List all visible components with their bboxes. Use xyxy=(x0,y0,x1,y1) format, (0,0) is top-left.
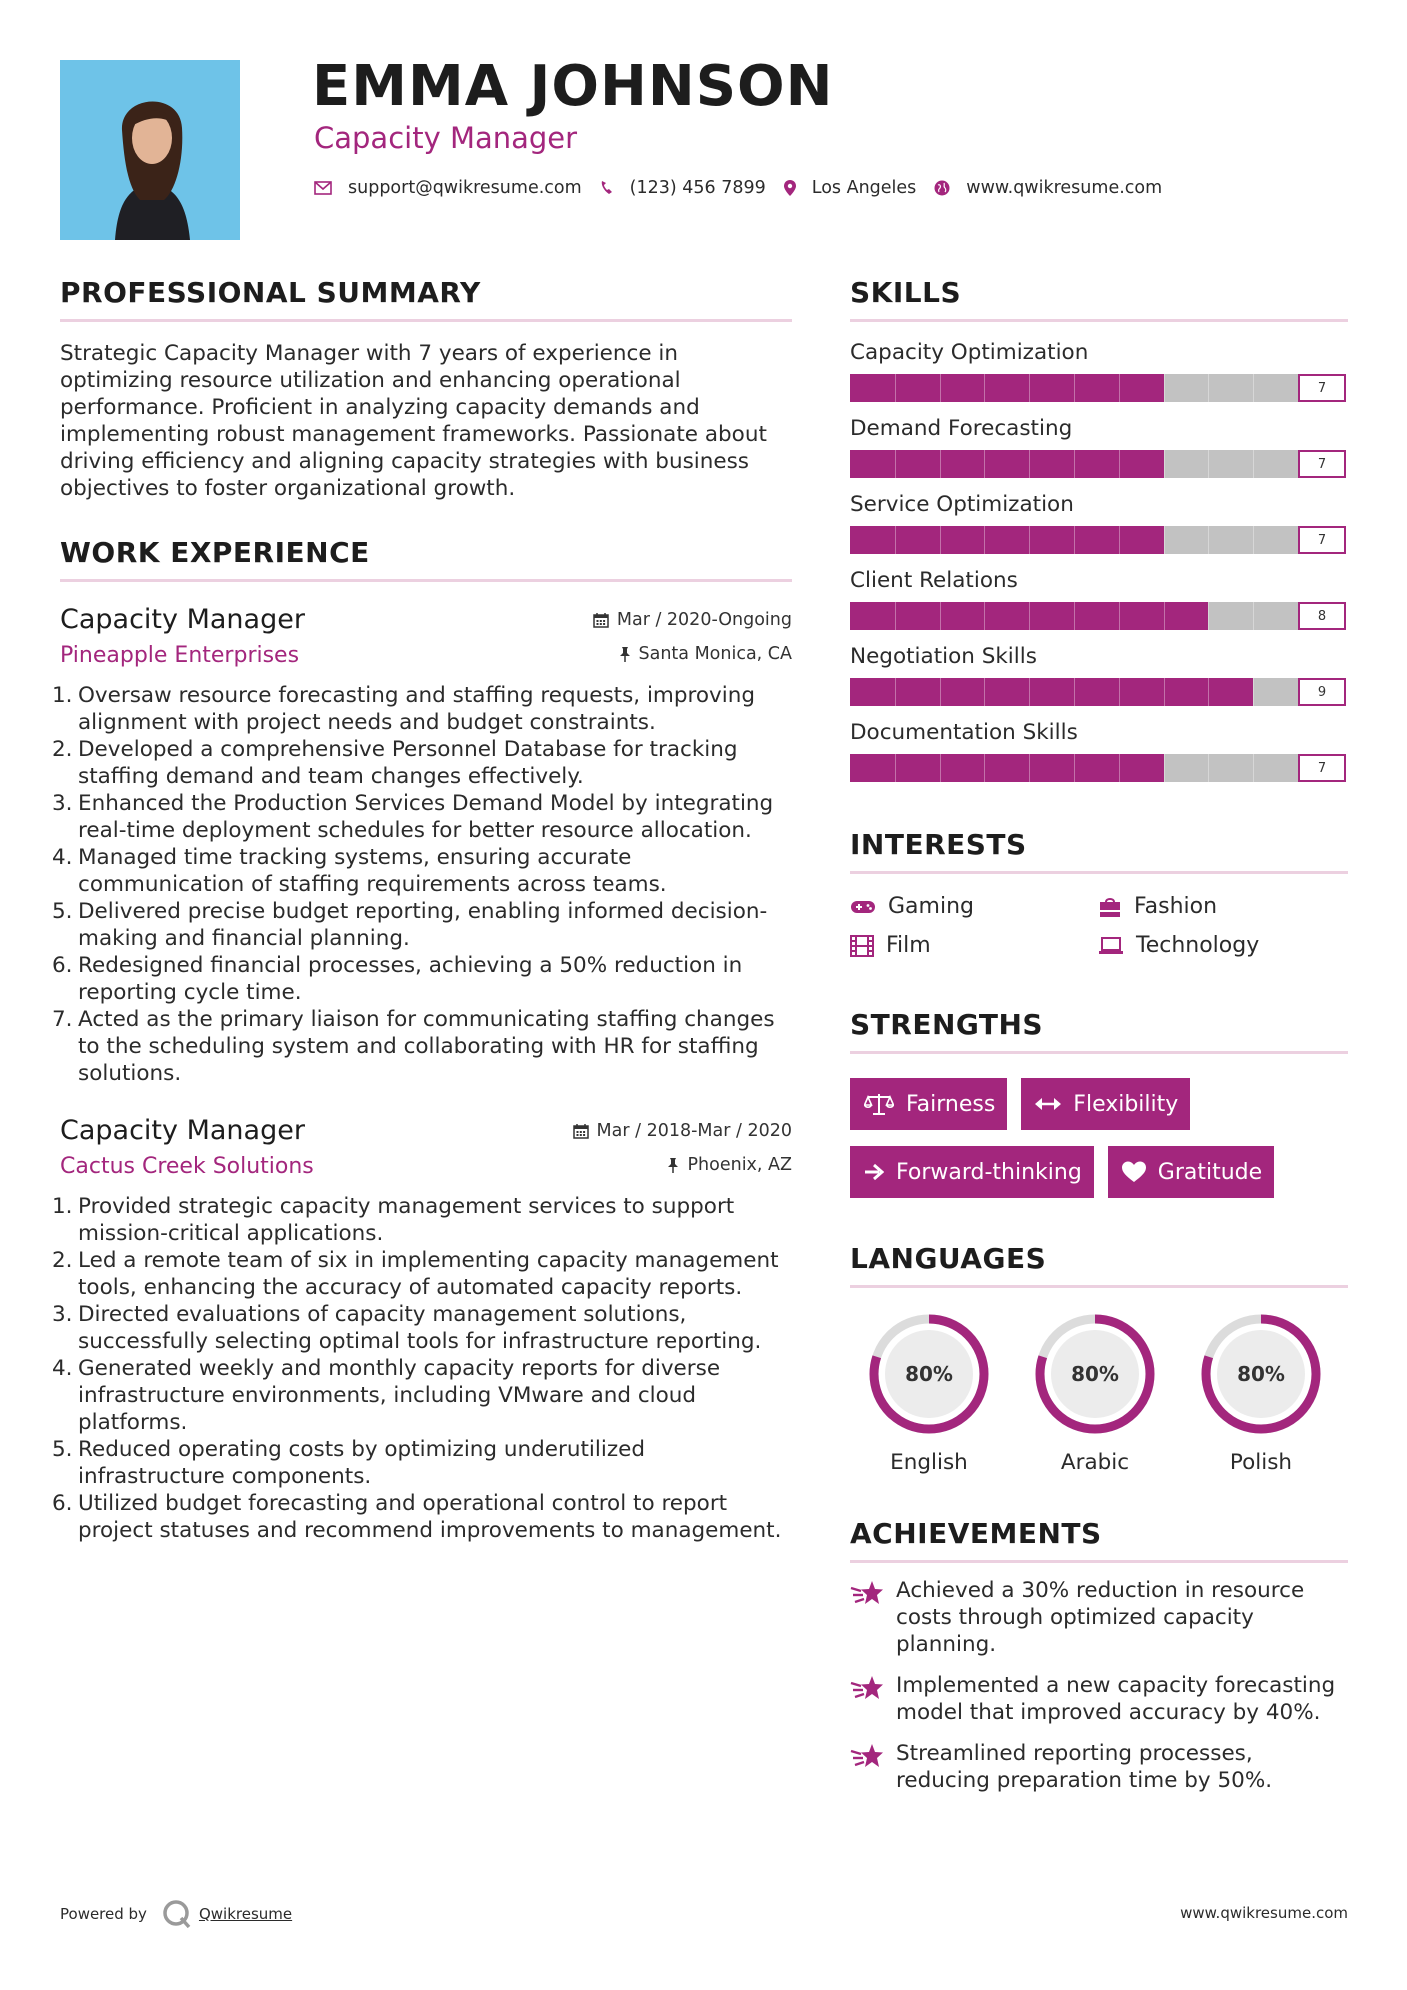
skill-bar-divider xyxy=(1074,678,1075,706)
skill-bar-divider xyxy=(940,526,941,554)
interest-item xyxy=(1098,933,1346,958)
skill-item xyxy=(850,720,1348,782)
skill-bar xyxy=(850,526,1298,554)
job-location xyxy=(667,1155,792,1175)
arrows-horizontal-icon xyxy=(1035,1097,1061,1111)
bullet-number: 6. xyxy=(52,1491,73,1516)
language-item xyxy=(1012,1312,1178,1475)
skill-bar-divider xyxy=(984,602,985,630)
skill-item xyxy=(850,644,1348,706)
candidate-title: Capacity Manager xyxy=(314,121,578,155)
skill-bar-divider xyxy=(895,678,896,706)
skill-meter xyxy=(850,754,1348,782)
skill-bar-divider xyxy=(1029,602,1030,630)
skill-name: Demand Forecasting xyxy=(850,416,1073,441)
contact-phone[interactable] xyxy=(600,178,766,198)
language-level: 80% xyxy=(1237,1362,1285,1386)
bullet-number: 1. xyxy=(52,683,73,708)
skill-bar-divider xyxy=(895,602,896,630)
bullet-text: Enhanced the Production Services Demand Model by integrating real-time deployment schedules for better resource allocation. xyxy=(78,791,774,843)
interest-list xyxy=(850,894,1348,958)
list-item xyxy=(52,952,792,1006)
contact-website[interactable] xyxy=(934,178,1162,198)
skill-bar-divider xyxy=(984,374,985,402)
summary-heading: PROFESSIONAL SUMMARY xyxy=(60,276,792,322)
envelope-icon xyxy=(314,181,332,195)
film-icon xyxy=(850,935,874,957)
candidate-name: EMMA JOHNSON xyxy=(312,54,834,119)
achievement-list xyxy=(850,1577,1348,1794)
skill-bar-divider xyxy=(1164,678,1165,706)
contact-email[interactable] xyxy=(314,178,582,198)
interest-label: Film xyxy=(886,933,931,958)
list-item xyxy=(52,898,792,952)
skill-bar-fill xyxy=(850,374,1164,402)
list-item xyxy=(52,1436,792,1490)
shooting-star-icon xyxy=(850,1742,884,1770)
skill-bar-divider xyxy=(1119,678,1120,706)
bullet-text: Oversaw resource forecasting and staffing requests, improving alignment with project needs and budget constraints. xyxy=(78,683,755,735)
skill-bar-divider xyxy=(1208,374,1209,402)
skill-bar-fill xyxy=(850,526,1164,554)
job-bullets xyxy=(52,682,792,1087)
bullet-text: Reduced operating costs by optimizing underutilized infrastructure components. xyxy=(78,1437,645,1489)
bullet-number: 6. xyxy=(52,953,73,978)
skill-bar-divider xyxy=(1164,526,1165,554)
strengths-heading: STRENGTHS xyxy=(850,1008,1348,1054)
skill-name: Service Optimization xyxy=(850,492,1074,517)
list-item xyxy=(52,1490,792,1544)
skill-item xyxy=(850,492,1348,554)
bullet-text: Provided strategic capacity management services to support mission-critical applications. xyxy=(78,1194,735,1246)
job-bullets xyxy=(52,1193,792,1544)
shooting-star-icon xyxy=(850,1579,884,1607)
skill-bar-divider xyxy=(1208,678,1209,706)
achievement-text: Streamlined reporting processes, reducing preparation time by 50%. xyxy=(896,1741,1273,1793)
skill-name: Client Relations xyxy=(850,568,1018,593)
bullet-text: Managed time tracking systems, ensuring accurate communication of staffing requirements across teams. xyxy=(78,845,667,897)
job-entry xyxy=(52,604,792,1087)
skill-score: 7 xyxy=(1298,754,1346,782)
contact-bar xyxy=(314,178,1180,198)
bullet-number: 5. xyxy=(52,899,73,924)
globe-icon xyxy=(934,180,950,196)
skill-name: Negotiation Skills xyxy=(850,644,1037,669)
language-level: 80% xyxy=(905,1362,953,1386)
job-date-text: Mar / 2018-Mar / 2020 xyxy=(596,1121,792,1141)
job-title: Capacity Manager xyxy=(60,604,305,635)
heart-icon xyxy=(1122,1161,1146,1183)
bullet-text: Generated weekly and monthly capacity reports for diverse infrastructure environments, including VMware and cloud platforms. xyxy=(78,1356,721,1435)
skill-bar-divider xyxy=(940,678,941,706)
list-item xyxy=(52,1193,792,1247)
footer-website[interactable]: www.qwikresume.com xyxy=(1180,1904,1348,1922)
skill-bar-divider xyxy=(1074,374,1075,402)
skill-bar-divider xyxy=(1253,754,1254,782)
job-location-text: Phoenix, AZ xyxy=(687,1155,792,1175)
email-text: support@qwikresume.com xyxy=(348,178,582,198)
skill-item xyxy=(850,568,1348,630)
skill-bar-divider xyxy=(1253,526,1254,554)
skill-bar-divider xyxy=(984,754,985,782)
summary-text: Strategic Capacity Manager with 7 years of experience in optimizing resource utilization and enhancing operational performance. Proficient in analyzing capacity demands and implementing robust management frameworks. Passionate about driving efficiency and aligning capacity strategies with business objectives to foster organizational growth. xyxy=(60,341,767,501)
gamepad-icon xyxy=(850,898,876,916)
bullet-text: Led a remote team of six in implementing capacity management tools, enhancing the accuracy of automated capacity reports. xyxy=(78,1248,779,1300)
phone-text: (123) 456 7899 xyxy=(629,178,766,198)
job-entry xyxy=(52,1115,792,1544)
skill-meter xyxy=(850,450,1348,478)
language-item xyxy=(1178,1312,1344,1475)
language-ring xyxy=(867,1312,991,1436)
interests-heading: INTERESTS xyxy=(850,828,1348,874)
skill-bar xyxy=(850,450,1298,478)
list-item xyxy=(52,1301,792,1355)
calendar-icon xyxy=(573,1123,589,1139)
skill-bar-divider xyxy=(1119,754,1120,782)
list-item xyxy=(52,1355,792,1436)
skill-item xyxy=(850,340,1348,402)
bullet-text: Directed evaluations of capacity management solutions, successfully selecting optimal tools for infrastructure reporting. xyxy=(78,1302,762,1354)
bullet-number: 2. xyxy=(52,737,73,762)
language-name: Arabic xyxy=(1060,1450,1130,1475)
contact-location xyxy=(784,178,917,198)
company-name: Cactus Creek Solutions xyxy=(60,1154,314,1179)
job-header xyxy=(60,604,792,635)
skill-bar-fill xyxy=(850,678,1253,706)
skill-bar-divider xyxy=(1253,678,1254,706)
achievement-text: Implemented a new capacity forecasting model that improved accuracy by 40%. xyxy=(896,1673,1336,1725)
language-list xyxy=(850,1312,1348,1475)
skill-bar-divider xyxy=(1208,450,1209,478)
skill-bar-divider xyxy=(1164,754,1165,782)
balance-scale-icon xyxy=(864,1093,894,1115)
skill-bar-divider xyxy=(1208,602,1209,630)
language-name: English xyxy=(890,1450,968,1475)
brand-link[interactable]: Qwikresume xyxy=(198,1905,293,1923)
pushpin-icon xyxy=(619,646,631,662)
language-level: 80% xyxy=(1071,1362,1119,1386)
interest-item xyxy=(1098,894,1346,919)
skill-bar xyxy=(850,374,1298,402)
strength-label: Gratitude xyxy=(1157,1159,1263,1185)
skill-bar-divider xyxy=(1074,526,1075,554)
bullet-text: Acted as the primary liaison for communicating staffing changes to the scheduling system and collaborating with HR for staffing solutions. xyxy=(78,1007,775,1086)
strength-badge xyxy=(850,1146,1094,1198)
skill-bar xyxy=(850,754,1298,782)
achievement-item xyxy=(850,1740,1348,1794)
bullet-number: 1. xyxy=(52,1194,73,1219)
interest-item xyxy=(850,894,1098,919)
website-text: www.qwikresume.com xyxy=(966,178,1163,198)
achievement-text: Achieved a 30% reduction in resource costs through optimized capacity planning. xyxy=(896,1578,1305,1657)
skill-bar-divider xyxy=(984,678,985,706)
skill-bar xyxy=(850,602,1298,630)
location-text: Los Angeles xyxy=(811,178,917,198)
bullet-number: 3. xyxy=(52,791,73,816)
job-date-text: Mar / 2020-Ongoing xyxy=(616,610,792,630)
skill-score: 9 xyxy=(1298,678,1346,706)
skill-bar-divider xyxy=(1119,450,1120,478)
powered-by-text: Powered by xyxy=(60,1905,147,1923)
language-ring xyxy=(1199,1312,1323,1436)
language-item xyxy=(846,1312,1012,1475)
job-date xyxy=(573,1121,792,1141)
list-item xyxy=(52,1006,792,1087)
achievement-item xyxy=(850,1577,1348,1658)
interest-label: Fashion xyxy=(1134,894,1218,919)
job-subheader xyxy=(60,643,792,668)
skill-bar-divider xyxy=(1119,374,1120,402)
skill-bar-divider xyxy=(1164,374,1165,402)
skill-name: Capacity Optimization xyxy=(850,340,1089,365)
language-name: Polish xyxy=(1229,1450,1293,1475)
skill-bar-divider xyxy=(1029,374,1030,402)
job-header xyxy=(60,1115,792,1146)
skill-bar-divider xyxy=(1074,754,1075,782)
skill-bar-divider xyxy=(940,374,941,402)
strength-label: Forward-thinking xyxy=(896,1159,1082,1185)
pushpin-icon xyxy=(667,1157,679,1173)
skill-meter xyxy=(850,526,1348,554)
strength-list xyxy=(850,1078,1348,1214)
left-column xyxy=(52,276,792,1544)
skill-bar-divider xyxy=(1029,450,1030,478)
right-column xyxy=(850,276,1348,1794)
skill-bar-divider xyxy=(1074,450,1075,478)
skill-bar-divider xyxy=(1208,526,1209,554)
interest-item xyxy=(850,933,1098,958)
map-pin-icon xyxy=(784,180,796,196)
bullet-text: Utilized budget forecasting and operational control to report project statuses and recommend improvements to management. xyxy=(78,1491,782,1543)
skill-score: 8 xyxy=(1298,602,1346,630)
strength-badge xyxy=(1021,1078,1190,1130)
skill-meter xyxy=(850,678,1348,706)
skill-bar-divider xyxy=(1253,374,1254,402)
profile-photo xyxy=(60,60,240,240)
bullet-text: Developed a comprehensive Personnel Database for tracking staffing demand and team changes effectively. xyxy=(78,737,738,789)
skill-bar-divider xyxy=(1074,602,1075,630)
bullet-number: 2. xyxy=(52,1248,73,1273)
qwikresume-logo-icon xyxy=(161,1898,193,1930)
skill-meter xyxy=(850,602,1348,630)
skill-bar-divider xyxy=(1029,754,1030,782)
job-date xyxy=(593,610,792,630)
skill-bar-divider xyxy=(1208,754,1209,782)
bullet-number: 7. xyxy=(52,1007,73,1032)
job-list xyxy=(52,604,792,1544)
list-item xyxy=(52,682,792,736)
skill-score: 7 xyxy=(1298,450,1346,478)
strength-badge xyxy=(850,1078,1007,1130)
bullet-number: 4. xyxy=(52,1356,73,1381)
skill-bar-divider xyxy=(940,602,941,630)
skill-bar-divider xyxy=(895,450,896,478)
skill-bar-divider xyxy=(1029,678,1030,706)
skill-bar xyxy=(850,678,1298,706)
job-title: Capacity Manager xyxy=(60,1115,305,1146)
shopping-bag-icon xyxy=(1098,896,1122,918)
arrow-right-icon xyxy=(864,1163,884,1181)
bullet-text: Redesigned financial processes, achieving a 50% reduction in reporting cycle time. xyxy=(78,953,743,1005)
laptop-icon xyxy=(1098,937,1124,955)
skill-bar-divider xyxy=(895,526,896,554)
skill-bar-fill xyxy=(850,450,1164,478)
list-item xyxy=(52,1247,792,1301)
interest-label: Gaming xyxy=(888,894,974,919)
skill-bar-divider xyxy=(940,754,941,782)
bullet-text: Delivered precise budget reporting, enabling informed decision-making and financial planning. xyxy=(78,899,768,951)
shooting-star-icon xyxy=(850,1674,884,1702)
bullet-number: 3. xyxy=(52,1302,73,1327)
skill-bar-divider xyxy=(895,754,896,782)
interest-label: Technology xyxy=(1136,933,1260,958)
bullet-number: 4. xyxy=(52,845,73,870)
skill-bar-divider xyxy=(984,526,985,554)
skills-heading: SKILLS xyxy=(850,276,1348,322)
skill-name: Documentation Skills xyxy=(850,720,1078,745)
language-ring xyxy=(1033,1312,1157,1436)
skill-bar-fill xyxy=(850,754,1164,782)
bullet-number: 5. xyxy=(52,1437,73,1462)
skill-bar-divider xyxy=(984,450,985,478)
job-location-text: Santa Monica, CA xyxy=(638,644,792,664)
achievement-item xyxy=(850,1672,1348,1726)
skill-list xyxy=(850,340,1348,782)
job-location xyxy=(619,644,793,664)
skill-bar-divider xyxy=(1119,602,1120,630)
skill-score: 7 xyxy=(1298,526,1346,554)
list-item xyxy=(52,736,792,790)
languages-heading: LANGUAGES xyxy=(850,1242,1348,1288)
list-item xyxy=(52,844,792,898)
job-subheader xyxy=(60,1154,792,1179)
skill-bar-divider xyxy=(1253,602,1254,630)
skill-bar-divider xyxy=(1253,450,1254,478)
company-name: Pineapple Enterprises xyxy=(60,643,300,668)
skill-bar-divider xyxy=(1164,602,1165,630)
list-item xyxy=(52,790,792,844)
calendar-icon xyxy=(593,612,609,628)
skill-bar-divider xyxy=(1029,526,1030,554)
skill-score: 7 xyxy=(1298,374,1346,402)
skill-meter xyxy=(850,374,1348,402)
experience-heading: WORK EXPERIENCE xyxy=(60,536,792,582)
strength-badge xyxy=(1108,1146,1274,1198)
skill-bar-divider xyxy=(895,374,896,402)
skill-item xyxy=(850,416,1348,478)
strength-label: Fairness xyxy=(906,1091,996,1117)
skill-bar-divider xyxy=(940,450,941,478)
strength-label: Flexibility xyxy=(1073,1091,1179,1117)
skill-bar-divider xyxy=(1164,450,1165,478)
phone-icon xyxy=(600,180,614,196)
achievements-heading: ACHIEVEMENTS xyxy=(850,1517,1348,1563)
footer-branding xyxy=(60,1898,292,1930)
skill-bar-divider xyxy=(1119,526,1120,554)
